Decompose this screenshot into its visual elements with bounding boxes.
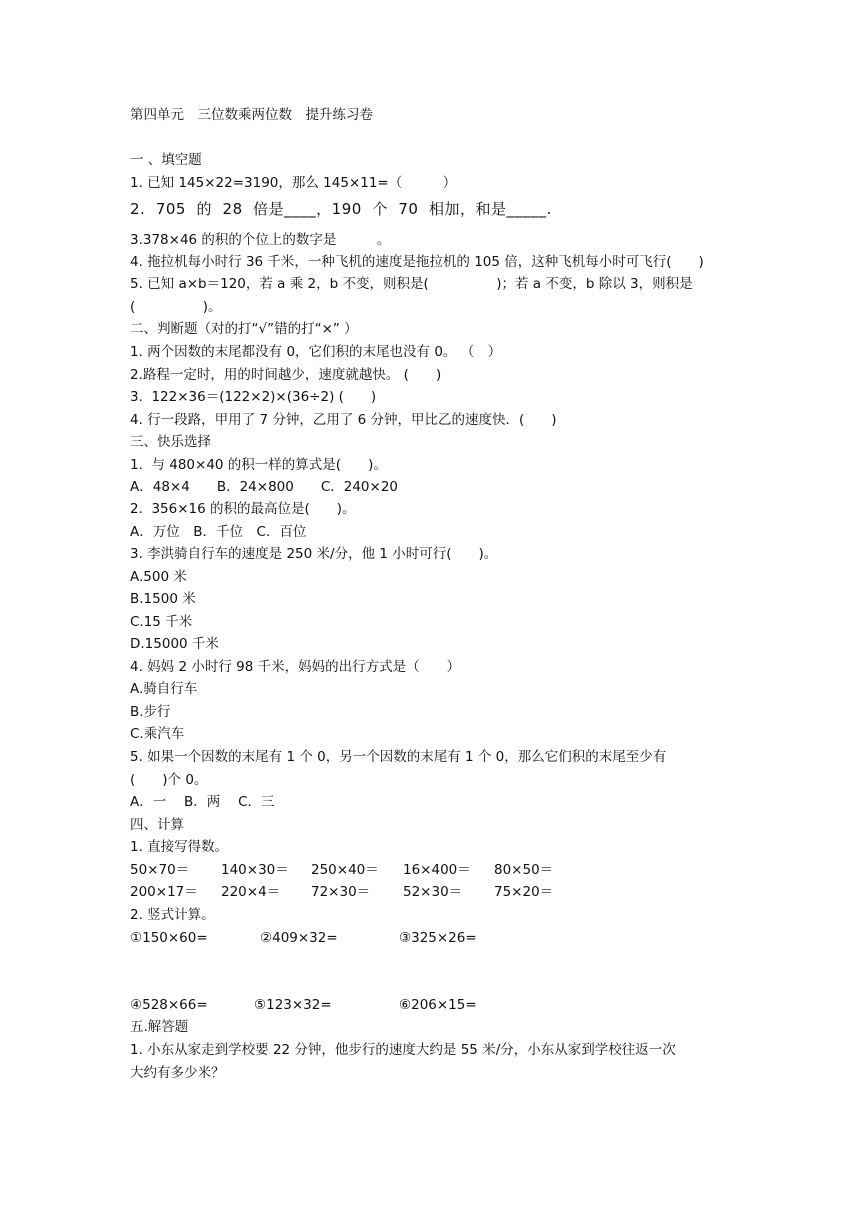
oral-calc-item: 52×30＝ [403, 884, 463, 900]
oral-calc-item: 220×4＝ [221, 884, 281, 900]
oral-calc-row-1 [130, 861, 730, 879]
vertical-calc-item: ④528×66= [130, 997, 208, 1013]
fill-q1: 1. 已知 145×22=3190，那么 145×11=（ ） [130, 175, 457, 191]
oral-calc-item: 50×70＝ [130, 862, 190, 878]
judge-q1: 1. 两个因数的末尾都没有 0，它们积的末尾也没有 0。 （ ） [130, 344, 502, 360]
choice-q1: 1. 与 480×40 的积一样的算式是( )。 [130, 457, 387, 473]
calc-q2: 2. 竖式计算。 [130, 907, 215, 923]
section-2-heading: 二、判断题（对的打“√”错的打“×” ） [130, 321, 358, 337]
judge-q2: 2.路程一定时，用的时间越少，速度就越快。 ( ) [130, 367, 442, 383]
vertical-calc-row-2 [130, 996, 730, 1014]
fill-q5-line2: ( )。 [130, 299, 222, 315]
word-problem-q1-line2: 大约有多少米？ [130, 1065, 225, 1081]
oral-calc-item: 80×50＝ [494, 862, 554, 878]
choice-q5-line2: ( )个 0。 [130, 772, 208, 788]
choice-q3-option-c: C.15 千米 [130, 614, 193, 630]
oral-calc-item: 16×400＝ [403, 862, 471, 878]
choice-q3-option-b: B.1500 米 [130, 591, 196, 607]
fill-q2: 2. 705 的 28 倍是____，190 个 70 相加，和是_____. [130, 200, 552, 218]
page-title: 第四单元 三位数乘两位数 提升练习卷 [130, 107, 373, 123]
oral-calc-item: 72×30＝ [311, 884, 371, 900]
section-5-heading: 五.解答题 [130, 1019, 189, 1035]
choice-q5-options: A．一 B．两 C．三 [130, 794, 275, 810]
word-problem-q1-line1: 1. 小东从家走到学校要 22 分钟，他步行的速度大约是 55 米/分，小东从家到学校往返一次 [130, 1042, 676, 1058]
choice-q1-options: A．48×4 B．24×800 C．240×20 [130, 479, 399, 495]
vertical-calc-item: ①150×60= [130, 930, 208, 946]
oral-calc-item: 200×17＝ [130, 884, 198, 900]
vertical-calc-item: ②409×32= [260, 930, 338, 946]
choice-q5-line1: 5. 如果一个因数的末尾有 1 个 0，另一个因数的末尾有 1 个 0，那么它们积的末尾至少有 [130, 749, 667, 765]
choice-q3-option-a: A.500 米 [130, 569, 187, 585]
judge-q4: 4. 行一段路，甲用了 7 分钟，乙用了 6 分钟，甲比乙的速度快．( ) [130, 412, 557, 428]
section-4-heading: 四、计算 [130, 817, 184, 833]
choice-q4-option-a: A.骑自行车 [130, 681, 198, 697]
choice-q4-option-b: B.步行 [130, 704, 171, 720]
oral-calc-item: 75×20＝ [494, 884, 554, 900]
judge-q3: 3. 122×36＝(122×2)×(36÷2) ( ) [130, 389, 377, 405]
oral-calc-row-2 [130, 883, 730, 901]
fill-q4: 4. 拖拉机每小时行 36 千米，一种飞机的速度是拖拉机的 105 倍，这种飞机每小时可飞行( ) [130, 254, 704, 270]
choice-q2-options: A．万位 B．千位 C．百位 [130, 524, 307, 540]
vertical-calc-item: ⑤123×32= [254, 997, 332, 1013]
vertical-calc-row-1 [130, 929, 730, 947]
choice-q4: 4. 妈妈 2 小时行 98 千米，妈妈的出行方式是（ ） [130, 659, 461, 675]
choice-q4-option-c: C.乘汽车 [130, 726, 185, 742]
oral-calc-item: 250×40＝ [311, 862, 379, 878]
oral-calc-item: 140×30＝ [221, 862, 289, 878]
fill-q3: 3.378×46 的积的个位上的数字是 。 [130, 232, 391, 248]
choice-q2: 2. 356×16 的积的最高位是( )。 [130, 501, 356, 517]
calc-q1: 1. 直接写得数。 [130, 839, 229, 855]
section-3-heading: 三、快乐选择 [130, 434, 211, 450]
vertical-calc-item: ③325×26= [399, 930, 477, 946]
choice-q3: 3. 李洪骑自行车的速度是 250 米/分，他 1 小时可行( )。 [130, 546, 498, 562]
section-1-heading: 一 、填空题 [130, 152, 202, 168]
vertical-calc-item: ⑥206×15= [399, 997, 477, 1013]
choice-q3-option-d: D.15000 千米 [130, 636, 219, 652]
fill-q5-line1: 5. 已知 a×b＝120，若 a 乘 2，b 不变，则积是( )；若 a 不变，b 除以 3，则积是 [130, 276, 693, 292]
